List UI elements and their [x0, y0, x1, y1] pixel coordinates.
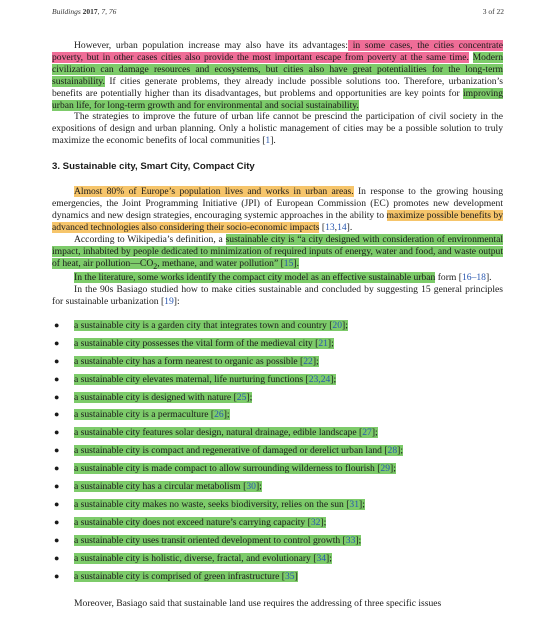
- text-run: a sustainable city elevates maternal, life nurturing functions [: [74, 373, 309, 385]
- list-item: [52, 517, 503, 535]
- text-run: ];: [255, 481, 262, 493]
- bullet-icon: ●: [54, 373, 60, 384]
- citation-link[interactable]: 13: [325, 221, 335, 233]
- text-run: a sustainable city has a form nearest to organic as possible [: [74, 355, 304, 367]
- bullet-icon: ●: [54, 409, 60, 420]
- highlight-green: [74, 517, 326, 528]
- citation-link[interactable]: 27: [362, 427, 372, 439]
- citation-link[interactable]: 32: [310, 516, 321, 528]
- journal-name: Buildings: [52, 7, 81, 16]
- text-run: If cities generate problems, they already include possible solutions too. Therefore, urbanization’s benefits are potentially higher than its disadvantages, but problems and opportunities are key points for: [52, 75, 503, 99]
- text-run: According to Wikipedia’s definition, a: [74, 233, 226, 245]
- text-run: a sustainable city is comprised of green infrastructure [: [74, 570, 285, 582]
- list-item: [52, 427, 503, 445]
- citation-link[interactable]: 1: [265, 135, 271, 147]
- bullet-icon: ●: [54, 552, 60, 563]
- list-item: [52, 499, 503, 517]
- highlight-green: [74, 392, 252, 403]
- text-run: ].: [346, 221, 353, 233]
- citation-link[interactable]: 16–18: [461, 272, 486, 284]
- paragraph-basiago-intro: [52, 284, 503, 308]
- list-item: [52, 445, 503, 463]
- text-run: ];: [355, 534, 362, 546]
- text-run: ]: [294, 570, 298, 582]
- list-item: [52, 553, 503, 571]
- list-item: [52, 338, 503, 356]
- citation-link[interactable]: 29: [380, 463, 390, 475]
- highlight-green: [74, 463, 396, 474]
- highlight-green: [74, 427, 378, 438]
- highlight-green: improving urban life, for long-term growth and for environmental and social sustainability.: [52, 87, 503, 111]
- text-run: ,: [334, 221, 338, 233]
- citation-link[interactable]: 35: [285, 570, 295, 582]
- text-run: ];: [246, 391, 253, 403]
- text-run: a sustainable city is designed with nature [: [74, 391, 237, 403]
- citation-link[interactable]: 28: [387, 445, 398, 457]
- text-run: form [: [435, 272, 462, 284]
- list-item: [52, 374, 503, 392]
- highlight-green: [74, 374, 336, 385]
- text-run: In the 90s Basiago studied how to make cities sustainable and concluded by suggesting 15 general principles for sustainable urbanization [: [52, 284, 503, 308]
- running-header: [52, 7, 504, 16]
- citation-link[interactable]: 26: [214, 409, 224, 421]
- citation-link[interactable]: 33: [345, 534, 356, 546]
- journal-citation: [52, 7, 116, 16]
- text-run: ].: [270, 135, 276, 147]
- highlight-green: [74, 320, 348, 331]
- highlight-green: [74, 356, 319, 367]
- highlight-green: [74, 499, 365, 510]
- body-text: [52, 40, 503, 610]
- highlight-green: [74, 481, 262, 492]
- section-heading: 3. Sustainable city, Smart City, Compact City: [52, 161, 255, 173]
- citation-link[interactable]: 30: [246, 481, 256, 493]
- text-run: ];: [312, 355, 319, 367]
- highlight-yellow: Almost 80% of Europe’s population lives and works in urban areas.: [74, 186, 354, 198]
- text-run: a sustainable city features solar design, natural drainage, edible landscape [: [74, 427, 363, 439]
- bullet-icon: ●: [54, 463, 60, 474]
- text-run: ];: [330, 373, 337, 385]
- text-run: , methane, and water pollution” [: [157, 257, 284, 269]
- highlight-green: [74, 535, 361, 546]
- paragraph-wikipedia-definition: [52, 234, 503, 273]
- highlight-green: [74, 338, 334, 349]
- citation-link[interactable]: 31: [349, 498, 359, 510]
- highlight-yellow: maximize possible benefits by advanced technologies also considering their socio-economic impacts: [52, 209, 504, 233]
- citation-link[interactable]: 14: [337, 221, 347, 233]
- journal-year: 2017: [82, 7, 98, 16]
- text-run: [: [319, 221, 326, 233]
- text-run: ];: [326, 552, 332, 564]
- text-run: a sustainable city is made compact to allow surrounding wilderness to flourish [: [74, 463, 381, 475]
- text-run: ];: [223, 409, 230, 421]
- list-item: [52, 535, 503, 553]
- text-run: In response to the growing housing emergencies, the Joint Programming Initiative (JPI) of European Commission (EC) promotes new development dynamics and new design strategies, encouraging systemic approaches in the ability to: [52, 186, 503, 221]
- highlight-green: [74, 571, 298, 582]
- list-item: [52, 356, 503, 374]
- text-run: ];: [371, 427, 378, 439]
- text-run: ].: [485, 272, 492, 284]
- list-item: [52, 571, 503, 589]
- text-run: The strategies to improve the future of urban life cannot be prescind the participation of civil society in the expositions of design and urban planning. Only a holistic management of cities may be a possible solution to truly maximize the economic benefits of local communities [: [52, 111, 503, 147]
- paragraph-basiago-land-use: Moreover, Basiago said that sustainable land use requires the addressing of three specific issues: [74, 598, 442, 610]
- text-run: ];: [327, 337, 334, 349]
- text-run: ];: [397, 445, 403, 457]
- highlight-pink: in some cases, the cities concentrate poverty, but in other cases cities also provide the most important escape from poverty at the same time.: [52, 40, 503, 63]
- text-run: ];: [320, 516, 327, 528]
- bullet-icon: ●: [54, 337, 60, 348]
- text-run: a sustainable city possesses the vital form of the medieval city [: [74, 337, 319, 349]
- bullet-icon: ●: [54, 534, 60, 545]
- text-run: ];: [390, 463, 396, 475]
- citation-link[interactable]: 19: [164, 296, 174, 308]
- text-run: ];: [359, 498, 365, 510]
- bullet-icon: ●: [54, 445, 60, 456]
- text-run: a sustainable city is compact and regenerative of damaged or derelict urban land [: [74, 445, 388, 457]
- list-item: [52, 463, 503, 481]
- bullet-icon: ●: [54, 570, 60, 581]
- text-run: ];: [342, 320, 348, 332]
- text-run: a sustainable city has a circular metabolism [: [74, 481, 247, 493]
- text-run: ].: [293, 257, 299, 269]
- text-run: a sustainable city is holistic, diverse, fractal, and evolutionary [: [74, 552, 317, 564]
- paragraph-urban-advantages: [52, 40, 503, 111]
- bullet-icon: ●: [54, 498, 60, 509]
- text-run: ]:: [173, 296, 180, 308]
- list-item: [52, 481, 503, 499]
- text-run: a sustainable city is a garden city that integrates town and country [: [74, 320, 333, 332]
- citation-link[interactable]: 25: [236, 391, 247, 403]
- text-run: sustainable city is “a city designed with consideration of environmental impact, inhabited by people dedicated to minimization of required inputs of energy, water and food, and waste output of heat, air pollution—CO: [52, 233, 503, 269]
- citation-link[interactable]: 34: [316, 552, 327, 564]
- list-item: [52, 392, 503, 410]
- text-run: a sustainable city is a permaculture [: [74, 409, 215, 421]
- citation-link[interactable]: 20: [332, 320, 343, 332]
- bullet-icon: ●: [54, 516, 60, 527]
- page-number: 3 of 22: [482, 7, 504, 16]
- bullet-icon: ●: [54, 427, 60, 438]
- bullet-icon: ●: [54, 320, 60, 331]
- citation-link[interactable]: 15: [283, 257, 294, 269]
- list-item: [52, 320, 503, 338]
- highlight-green: [74, 553, 332, 564]
- text-run: However, urban population increase may also have its advantages:: [74, 40, 348, 51]
- citation-link[interactable]: 21: [318, 337, 328, 349]
- principles-list: [52, 320, 503, 588]
- subscript: 2: [153, 261, 158, 271]
- bullet-icon: ●: [54, 391, 60, 402]
- highlight-green: In the literature, some works identify the compact city model as an effective sustainable urban: [74, 272, 436, 284]
- paragraph-literature-compact-city: [52, 272, 503, 284]
- journal-volume: , 7, 76: [97, 7, 117, 16]
- paragraph-europe-population: [52, 186, 503, 234]
- list-item: [52, 409, 503, 427]
- text-run: a sustainable city uses transit oriented development to control growth [: [74, 534, 346, 546]
- citation-link[interactable]: 22: [303, 355, 313, 367]
- highlight-green: [74, 445, 403, 456]
- paragraph-strategies: [52, 111, 503, 147]
- highlight-green: Modern civilization can damage resources and ecosystems, but cities also have great potentialities for the long-term sustainability.: [52, 51, 503, 87]
- highlight-green: [74, 409, 230, 420]
- text-run: a sustainable city makes no waste, seeks biodiversity, relies on the sun [: [74, 498, 350, 510]
- text-run: a sustainable city does not exceed nature’s carrying capacity [: [74, 516, 311, 528]
- bullet-icon: ●: [54, 481, 60, 492]
- bullet-icon: ●: [54, 355, 60, 366]
- citation-link[interactable]: 23,24: [308, 373, 331, 385]
